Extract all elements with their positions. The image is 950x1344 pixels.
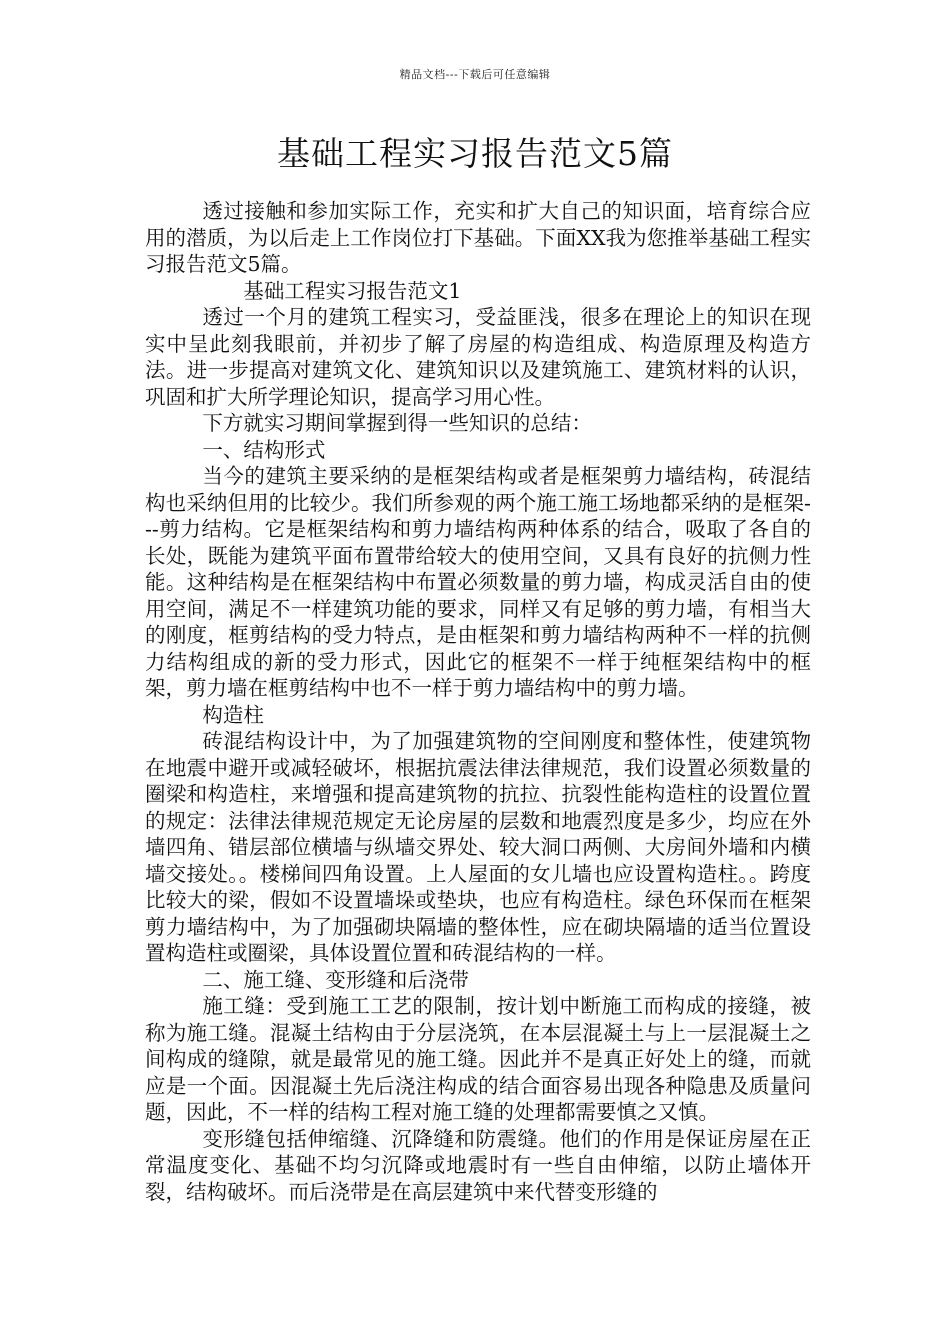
document-body [145,198,811,1205]
intro-paragraph: 透过接触和参加实际工作，充实和扩大自己的知识面，培育综合应用的潜质，为以后走上工作岗位打下基础。下面XX我为您推举基础工程实习报告范文5篇。 [145,199,811,276]
document-title: 基础工程实习报告范文5篇 [277,134,673,173]
header-note: 精品文档---下载后可任意编辑 [399,68,551,81]
section-heading: 一、结构形式 [202,437,326,462]
section-heading: 二、施工缝、变形缝和后浇带 [202,967,469,992]
section-title-sample-1: 基础工程实习报告范文1 [243,278,462,303]
body-paragraph: 施工缝：受到施工工艺的限制，按计划中断施工而构成的接缝，被称为施工缝。混凝土结构由于分层浇筑，在本层混凝土与上一层混凝土之间构成的缝隙，就是最常见的施工缝。因此并不是真正好处上的缝，而就应是一个面。因混凝土先后浇注构成的结合面容易出现各种隐患及质量问题，因此，不一样的结构工程对施工缝的处理都需要慎之又慎。 [145,994,811,1124]
body-paragraph: 下方就实习期间掌握到得一些知识的总结： [202,411,592,435]
body-paragraph: 变形缝包括伸缩缝、沉降缝和防震缝。他们的作用是保证房屋在正常温度变化、基础不均匀沉降或地震时有一些自由伸缩，以防止墙体开裂，结构破坏。而后浇带是在高层建筑中来代替变形缝的 [145,1126,811,1204]
body-paragraph: 当今的建筑主要采纳的是框架结构或者是框架剪力墙结构，砖混结构也采纳但用的比较少。我们所参观的两个施工施工场地都采纳的是框架---剪力结构。它是框架结构和剪力墙结构两种体系的结合，吸取了各自的长处，既能为建筑平面布置带给较大的使用空间，又具有良好的抗侧力性能。这种结构是在框架结构中布置必须数量的剪力墙，构成灵活自由的使用空间，满足不一样建筑功能的要求，同样又有足够的剪力墙，有相当大的刚度，框剪结构的受力特点，是由框架和剪力墙结构两种不一样的抗侧力结构组成的新的受力形式，因此它的框架不一样于纯框架结构中的框架，剪力墙在框剪结构中也不一样于剪力墙结构中的剪力墙。 [145,464,811,700]
body-paragraph: 透过一个月的建筑工程实习，受益匪浅，很多在理论上的知识在现实中呈此刻我眼前，并初步了解了房屋的构造组成、构造原理及构造方法。进一步提高对建筑文化、建筑知识以及建筑施工、建筑材料的认识，巩固和扩大所学理论知识，提高学习用心性。 [145,305,811,409]
section-heading: 构造柱 [202,702,264,727]
body-paragraph: 砖混结构设计中，为了加强建筑物的空间刚度和整体性，使建筑物在地震中避开或减轻破坏，根据抗震法律法律规范，我们设置必须数量的圈梁和构造柱，来增强和提高建筑物的抗拉、抗裂性能构造柱的设置位置的规定：法律法律规范规定无论房屋的层数和地震烈度是多少，均应在外墙四角、错层部位横墙与纵墙交界处、较大洞口两侧、大房间外墙和内横墙交接处。。楼梯间四角设置。上人屋面的女儿墙也应设置构造柱。。跨度比较大的梁，假如不设置墙垛或垫块，也应有构造柱。绿色环保而在框架剪力墙结构中，为了加强砌块隔墙的整体性，应在砌块隔墙的适当位置设置构造柱或圈梁，具体设置位置和砖混结构的一样。 [145,729,811,965]
